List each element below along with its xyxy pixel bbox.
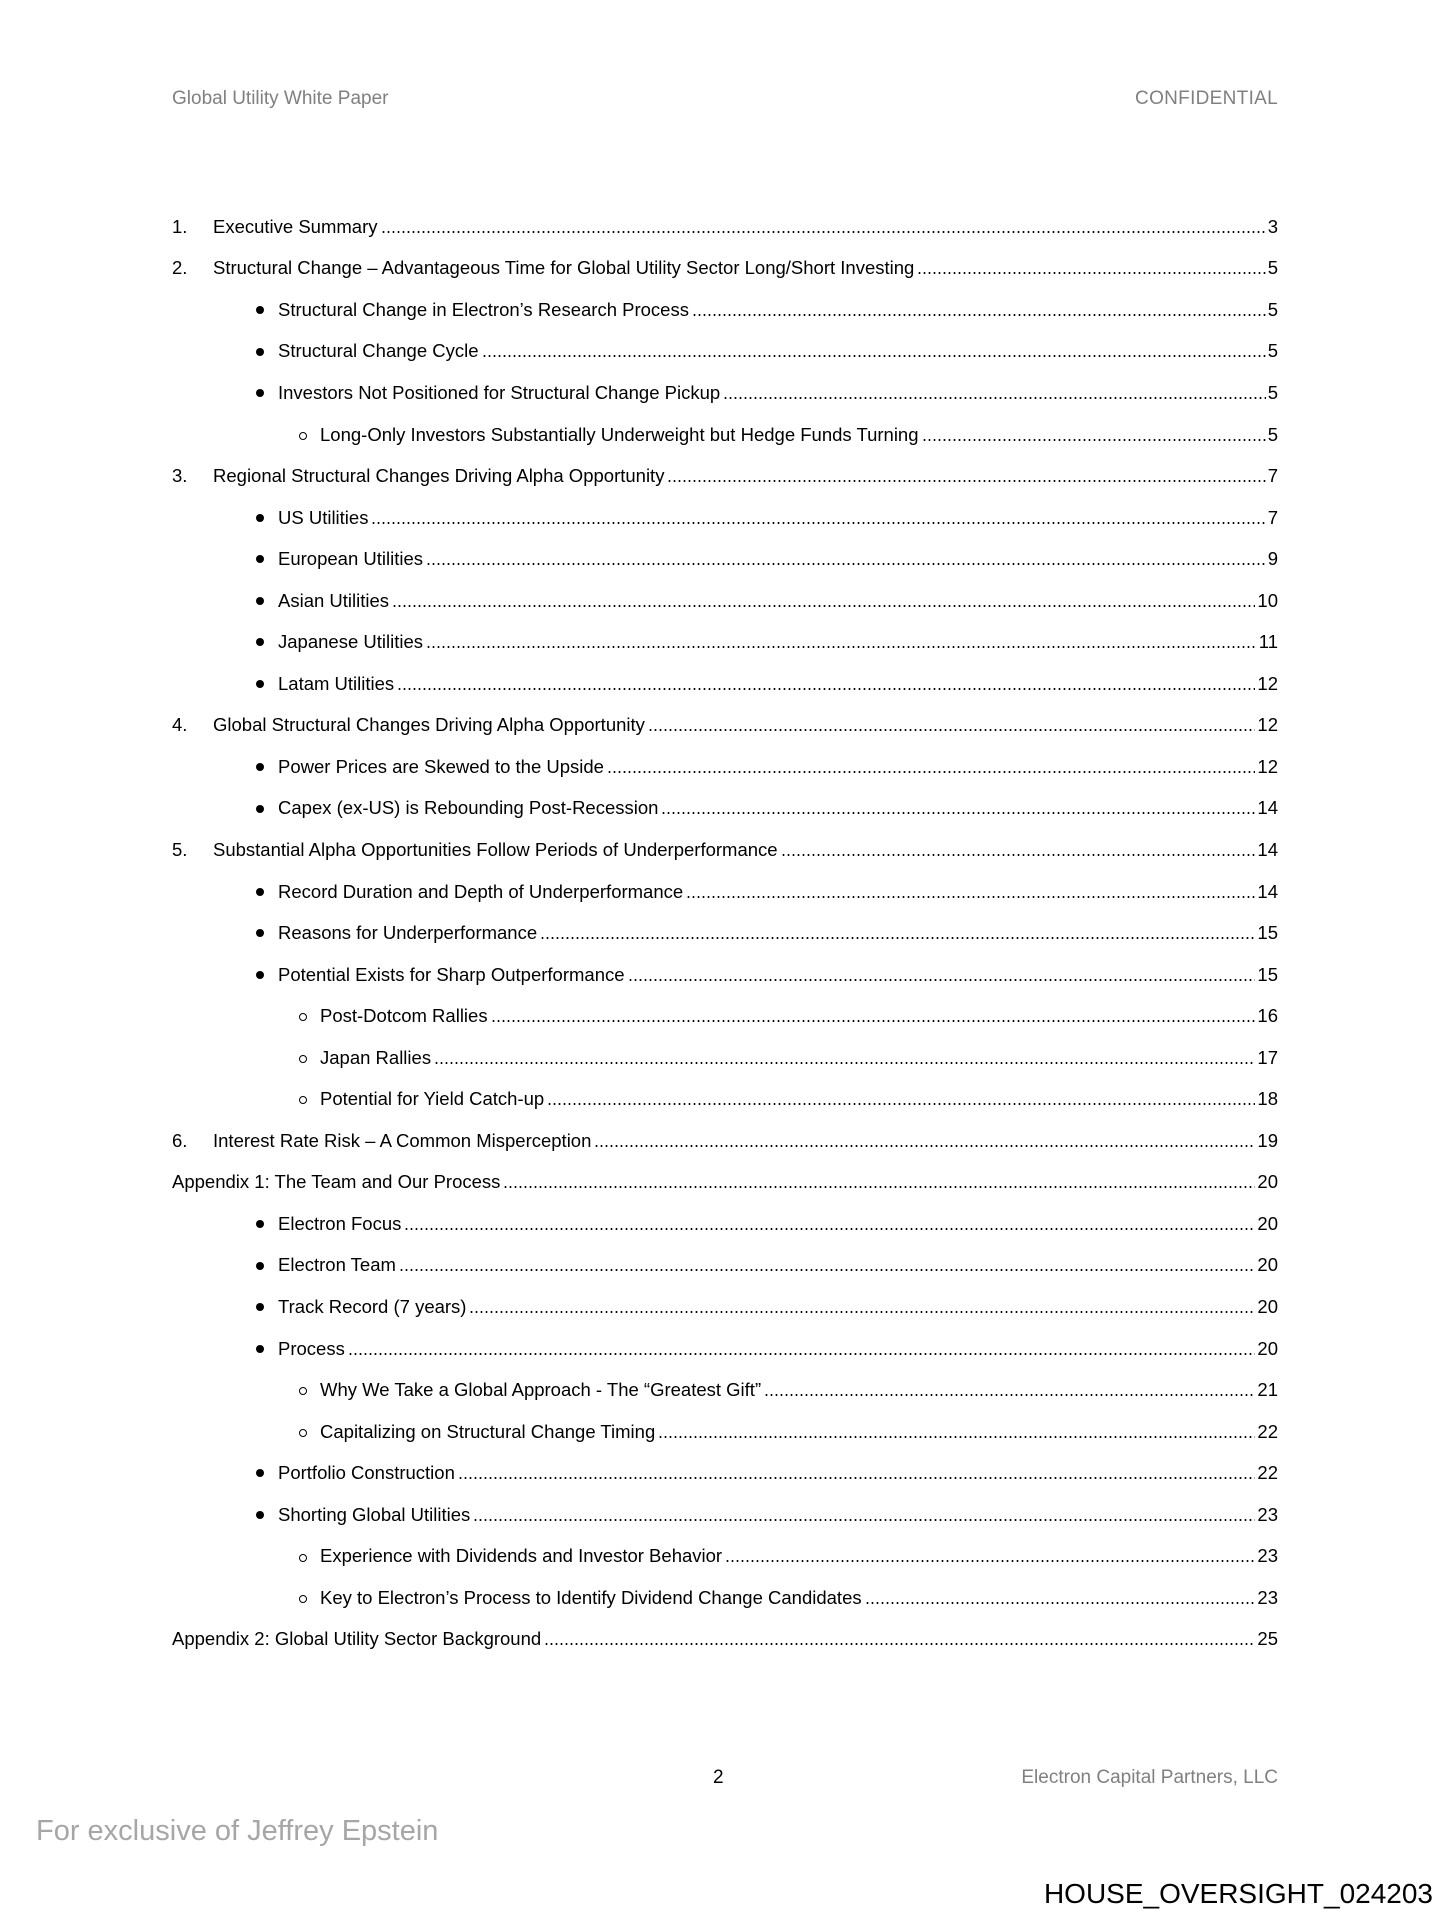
dot-leader [865, 1588, 1256, 1608]
dot-leader [648, 715, 1256, 735]
toc-entry-title: Investors Not Positioned for Structural Change Pickup [278, 381, 721, 403]
filled-bullet-icon [256, 514, 264, 522]
toc-entry-line [213, 216, 1278, 238]
toc-entry-line [278, 964, 1278, 986]
toc-entry-line [172, 1171, 1278, 1193]
toc-entry-line [320, 424, 1278, 446]
toc-entry[interactable] [172, 663, 1278, 705]
toc-entry[interactable] [172, 954, 1278, 996]
toc-entry-line [213, 257, 1278, 279]
toc-entry-line [278, 922, 1278, 944]
toc-entry-title: Post-Dotcom Rallies [320, 1005, 488, 1027]
filled-bullet-icon [256, 597, 264, 605]
toc-entry-title: Portfolio Construction [278, 1462, 455, 1484]
toc-entry-title: Key to Electron’s Process to Identify Dividend Change Candidates [320, 1586, 862, 1608]
toc-entry-page: 18 [1257, 1088, 1278, 1110]
toc-entry[interactable] [172, 289, 1278, 331]
toc-entry-page: 21 [1257, 1379, 1278, 1401]
dot-leader [922, 425, 1266, 445]
toc-entry-title: Substantial Alpha Opportunities Follow Periods of Underperformance [213, 838, 778, 860]
toc-entry-page: 20 [1257, 1171, 1278, 1193]
toc-entry-title: Appendix 2: Global Utility Sector Background [172, 1628, 542, 1650]
toc-entry-title: Why We Take a Global Approach - The “Greatest Gift” [320, 1379, 762, 1401]
toc-entry-page: 20 [1257, 1337, 1278, 1359]
toc-entry-page: 19 [1257, 1129, 1278, 1151]
watermark-text: For exclusive of Jeffrey Epstein [36, 1815, 439, 1847]
toc-entry-page: 16 [1257, 1005, 1278, 1027]
toc-entry-line [278, 1462, 1278, 1484]
dot-leader [607, 757, 1255, 777]
filled-bullet-icon [256, 929, 264, 937]
footer-company-name: Electron Capital Partners, LLC [1021, 1767, 1278, 1788]
dot-leader [658, 1422, 1255, 1442]
toc-entry-title: Japanese Utilities [278, 631, 423, 653]
toc-entry[interactable] [172, 788, 1278, 830]
toc-entry-title: Capex (ex-US) is Rebounding Post-Recession [278, 797, 659, 819]
toc-entry[interactable] [172, 414, 1278, 456]
dot-leader [458, 1463, 1256, 1483]
toc-entry-title: Process [278, 1337, 345, 1359]
dot-leader [594, 1131, 1255, 1151]
toc-entry-page: 5 [1267, 423, 1278, 445]
toc-entry-title: Executive Summary [213, 215, 378, 237]
toc-entry-page: 12 [1257, 714, 1278, 736]
hollow-bullet-icon [299, 1096, 307, 1104]
toc-entry[interactable] [172, 995, 1278, 1037]
toc-entry[interactable] [172, 538, 1278, 580]
toc-entry[interactable] [172, 912, 1278, 954]
toc-entry-page: 12 [1257, 755, 1278, 777]
toc-entry-title: Asian Utilities [278, 589, 390, 611]
toc-entry[interactable] [172, 1494, 1278, 1536]
toc-entry-title: Experience with Dividends and Investor Behavior [320, 1545, 723, 1567]
toc-entry-line [320, 1088, 1278, 1110]
toc-entry-line [213, 1130, 1278, 1152]
toc-entry-line [278, 507, 1278, 529]
dot-leader [482, 341, 1266, 361]
dot-leader [426, 632, 1257, 652]
toc-entry-title: Structural Change Cycle [278, 340, 479, 362]
toc-entry[interactable] [172, 705, 1278, 747]
toc-entry-title: European Utilities [278, 548, 423, 570]
dot-leader [725, 1546, 1255, 1566]
bates-number: HOUSE_OVERSIGHT_024203 [1043, 1878, 1433, 1909]
dot-leader [544, 1629, 1255, 1649]
toc-entry[interactable] [172, 1328, 1278, 1370]
toc-entry-page: 22 [1257, 1462, 1278, 1484]
toc-entry-title: Power Prices are Skewed to the Upside [278, 755, 604, 777]
filled-bullet-icon [256, 1220, 264, 1228]
page-number: 2 [713, 1767, 724, 1788]
toc-entry-page: 11 [1258, 631, 1278, 653]
toc-entry-title: US Utilities [278, 506, 369, 528]
toc-entry[interactable] [172, 871, 1278, 913]
toc-entry-title: Electron Team [278, 1254, 396, 1276]
toc-entry-title: Interest Rate Risk – A Common Misperception [213, 1129, 592, 1151]
filled-bullet-icon [256, 888, 264, 896]
toc-entry[interactable] [172, 1452, 1278, 1494]
hollow-bullet-icon [299, 432, 307, 440]
dot-leader [628, 965, 1256, 985]
section-number: 4. [172, 714, 188, 736]
hollow-bullet-icon [299, 1554, 307, 1562]
toc-entry[interactable] [172, 497, 1278, 539]
toc-entry-title: Structural Change – Advantageous Time for Global Utility Sector Long/Short Investing [213, 257, 915, 279]
toc-entry-line [278, 631, 1278, 653]
dot-leader [917, 258, 1265, 278]
toc-entry-line [213, 714, 1278, 736]
toc-entry-page: 12 [1257, 672, 1278, 694]
toc-entry[interactable] [172, 829, 1278, 871]
toc-entry-line [278, 1338, 1278, 1360]
section-number: 3. [172, 465, 188, 487]
toc-entry-page: 10 [1257, 589, 1278, 611]
toc-entry-title: Latam Utilities [278, 672, 395, 694]
filled-bullet-icon [256, 1303, 264, 1311]
toc-entry[interactable] [172, 621, 1278, 663]
toc-entry-line [320, 1379, 1278, 1401]
toc-entry[interactable] [172, 1162, 1278, 1204]
toc-entry[interactable] [172, 1536, 1278, 1578]
dot-leader [686, 882, 1255, 902]
filled-bullet-icon [256, 805, 264, 813]
toc-entry-page: 7 [1267, 465, 1278, 487]
dot-leader [661, 798, 1255, 818]
filled-bullet-icon [256, 348, 264, 356]
dot-leader [692, 300, 1266, 320]
toc-entry-line [320, 1421, 1278, 1443]
section-number: 5. [172, 838, 188, 860]
toc-entry-page: 15 [1257, 922, 1278, 944]
hollow-bullet-icon [299, 1595, 307, 1603]
toc-entry-title: Japan Rallies [320, 1046, 432, 1068]
section-number: 2. [172, 257, 188, 279]
toc-entry-page: 25 [1257, 1628, 1278, 1650]
toc-entry-page: 7 [1267, 506, 1278, 528]
toc-entry-title: Potential Exists for Sharp Outperformance [278, 963, 625, 985]
toc-entry-page: 23 [1257, 1503, 1278, 1525]
toc-entry-line [278, 673, 1278, 695]
dot-leader [404, 1214, 1255, 1234]
toc-entry-page: 17 [1257, 1046, 1278, 1068]
dot-leader [371, 508, 1265, 528]
filled-bullet-icon [256, 555, 264, 563]
toc-entry-title: Long-Only Investors Substantially Underweight but Hedge Funds Turning [320, 423, 919, 445]
toc-entry-page: 5 [1267, 340, 1278, 362]
dot-leader [469, 1297, 1255, 1317]
toc-entry-line [278, 382, 1278, 404]
hollow-bullet-icon [299, 1429, 307, 1437]
toc-entry-title: Structural Change in Electron’s Research Process [278, 298, 689, 320]
toc-entry-line [278, 299, 1278, 321]
filled-bullet-icon [256, 971, 264, 979]
toc-entry-page: 5 [1267, 257, 1278, 279]
toc-entry[interactable] [172, 1286, 1278, 1328]
toc-entry-line [320, 1545, 1278, 1567]
toc-entry[interactable] [172, 248, 1278, 290]
dot-leader [473, 1505, 1255, 1525]
toc-entry-title: Shorting Global Utilities [278, 1503, 471, 1525]
toc-entry[interactable] [172, 1577, 1278, 1619]
filled-bullet-icon [256, 1511, 264, 1519]
running-header-title: Global Utility White Paper [172, 88, 389, 109]
dot-leader [667, 466, 1265, 486]
toc-entry-line [320, 1587, 1278, 1609]
dot-leader [503, 1172, 1255, 1192]
toc-entry-line [172, 1628, 1278, 1650]
hollow-bullet-icon [299, 1013, 307, 1021]
toc-entry-title: Track Record (7 years) [278, 1295, 467, 1317]
toc-entry-line [278, 1296, 1278, 1318]
dot-leader [723, 383, 1266, 403]
toc-entry-title: Potential for Yield Catch-up [320, 1088, 545, 1110]
toc-entry-line [278, 1213, 1278, 1235]
toc-entry[interactable] [172, 1245, 1278, 1287]
toc-entry-title: Capitalizing on Structural Change Timing [320, 1420, 656, 1442]
toc-entry[interactable] [172, 1203, 1278, 1245]
toc-entry-page: 5 [1267, 381, 1278, 403]
toc-entry-page: 14 [1257, 838, 1278, 860]
toc-entry[interactable] [172, 331, 1278, 373]
filled-bullet-icon [256, 638, 264, 646]
toc-entry[interactable] [172, 1619, 1278, 1661]
hollow-bullet-icon [299, 1387, 307, 1395]
toc-entry[interactable] [172, 746, 1278, 788]
filled-bullet-icon [256, 1345, 264, 1353]
toc-entry-line [278, 797, 1278, 819]
toc-entry-page: 23 [1257, 1586, 1278, 1608]
toc-entry-line [320, 1047, 1278, 1069]
dot-leader [491, 1006, 1256, 1026]
toc-entry-page: 15 [1257, 963, 1278, 985]
toc-entry-page: 5 [1267, 298, 1278, 320]
filled-bullet-icon [256, 763, 264, 771]
filled-bullet-icon [256, 1469, 264, 1477]
toc-entry-page: 9 [1267, 548, 1278, 570]
toc-entry-line [278, 548, 1278, 570]
toc-entry-title: Record Duration and Depth of Underperformance [278, 880, 684, 902]
table-of-contents [172, 206, 1278, 1660]
toc-entry[interactable] [172, 1037, 1278, 1079]
filled-bullet-icon [256, 306, 264, 314]
toc-entry[interactable] [172, 455, 1278, 497]
filled-bullet-icon [256, 680, 264, 688]
toc-entry-page: 20 [1257, 1254, 1278, 1276]
dot-leader [399, 1255, 1256, 1275]
toc-entry[interactable] [172, 206, 1278, 248]
toc-entry-page: 23 [1257, 1545, 1278, 1567]
dot-leader [426, 549, 1266, 569]
dot-leader [540, 923, 1255, 943]
toc-entry-line [278, 756, 1278, 778]
dot-leader [434, 1048, 1255, 1068]
toc-entry-line [320, 1005, 1278, 1027]
toc-entry[interactable] [172, 1411, 1278, 1453]
dot-leader [781, 840, 1256, 860]
toc-entry-page: 20 [1257, 1212, 1278, 1234]
dot-leader [764, 1380, 1255, 1400]
toc-entry-page: 3 [1267, 215, 1278, 237]
toc-entry-page: 14 [1257, 797, 1278, 819]
toc-entry-line [278, 1504, 1278, 1526]
toc-entry-line [213, 465, 1278, 487]
toc-entry[interactable] [172, 1078, 1278, 1120]
section-number: 1. [172, 215, 188, 237]
toc-entry-page: 20 [1257, 1295, 1278, 1317]
dot-leader [381, 217, 1266, 237]
toc-entry-title: Electron Focus [278, 1212, 402, 1234]
toc-entry-line [278, 340, 1278, 362]
dot-leader [397, 674, 1255, 694]
confidential-label: CONFIDENTIAL [1135, 88, 1278, 109]
toc-entry[interactable] [172, 1369, 1278, 1411]
toc-entry-title: Global Structural Changes Driving Alpha Opportunity [213, 714, 645, 736]
toc-entry-page: 22 [1257, 1420, 1278, 1442]
toc-entry[interactable] [172, 372, 1278, 414]
hollow-bullet-icon [299, 1055, 307, 1063]
dot-leader [392, 591, 1255, 611]
section-number: 6. [172, 1129, 188, 1151]
filled-bullet-icon [256, 389, 264, 397]
dot-leader [348, 1339, 1256, 1359]
toc-entry-title: Regional Structural Changes Driving Alpha Opportunity [213, 465, 665, 487]
toc-entry-line [278, 881, 1278, 903]
toc-entry-title: Appendix 1: The Team and Our Process [172, 1171, 501, 1193]
toc-entry[interactable] [172, 580, 1278, 622]
toc-entry-title: Reasons for Underperformance [278, 922, 538, 944]
toc-entry[interactable] [172, 1120, 1278, 1162]
toc-entry-line [278, 590, 1278, 612]
toc-entry-line [213, 839, 1278, 861]
dot-leader [547, 1089, 1255, 1109]
toc-entry-page: 14 [1257, 880, 1278, 902]
filled-bullet-icon [256, 1262, 264, 1270]
toc-entry-line [278, 1254, 1278, 1276]
